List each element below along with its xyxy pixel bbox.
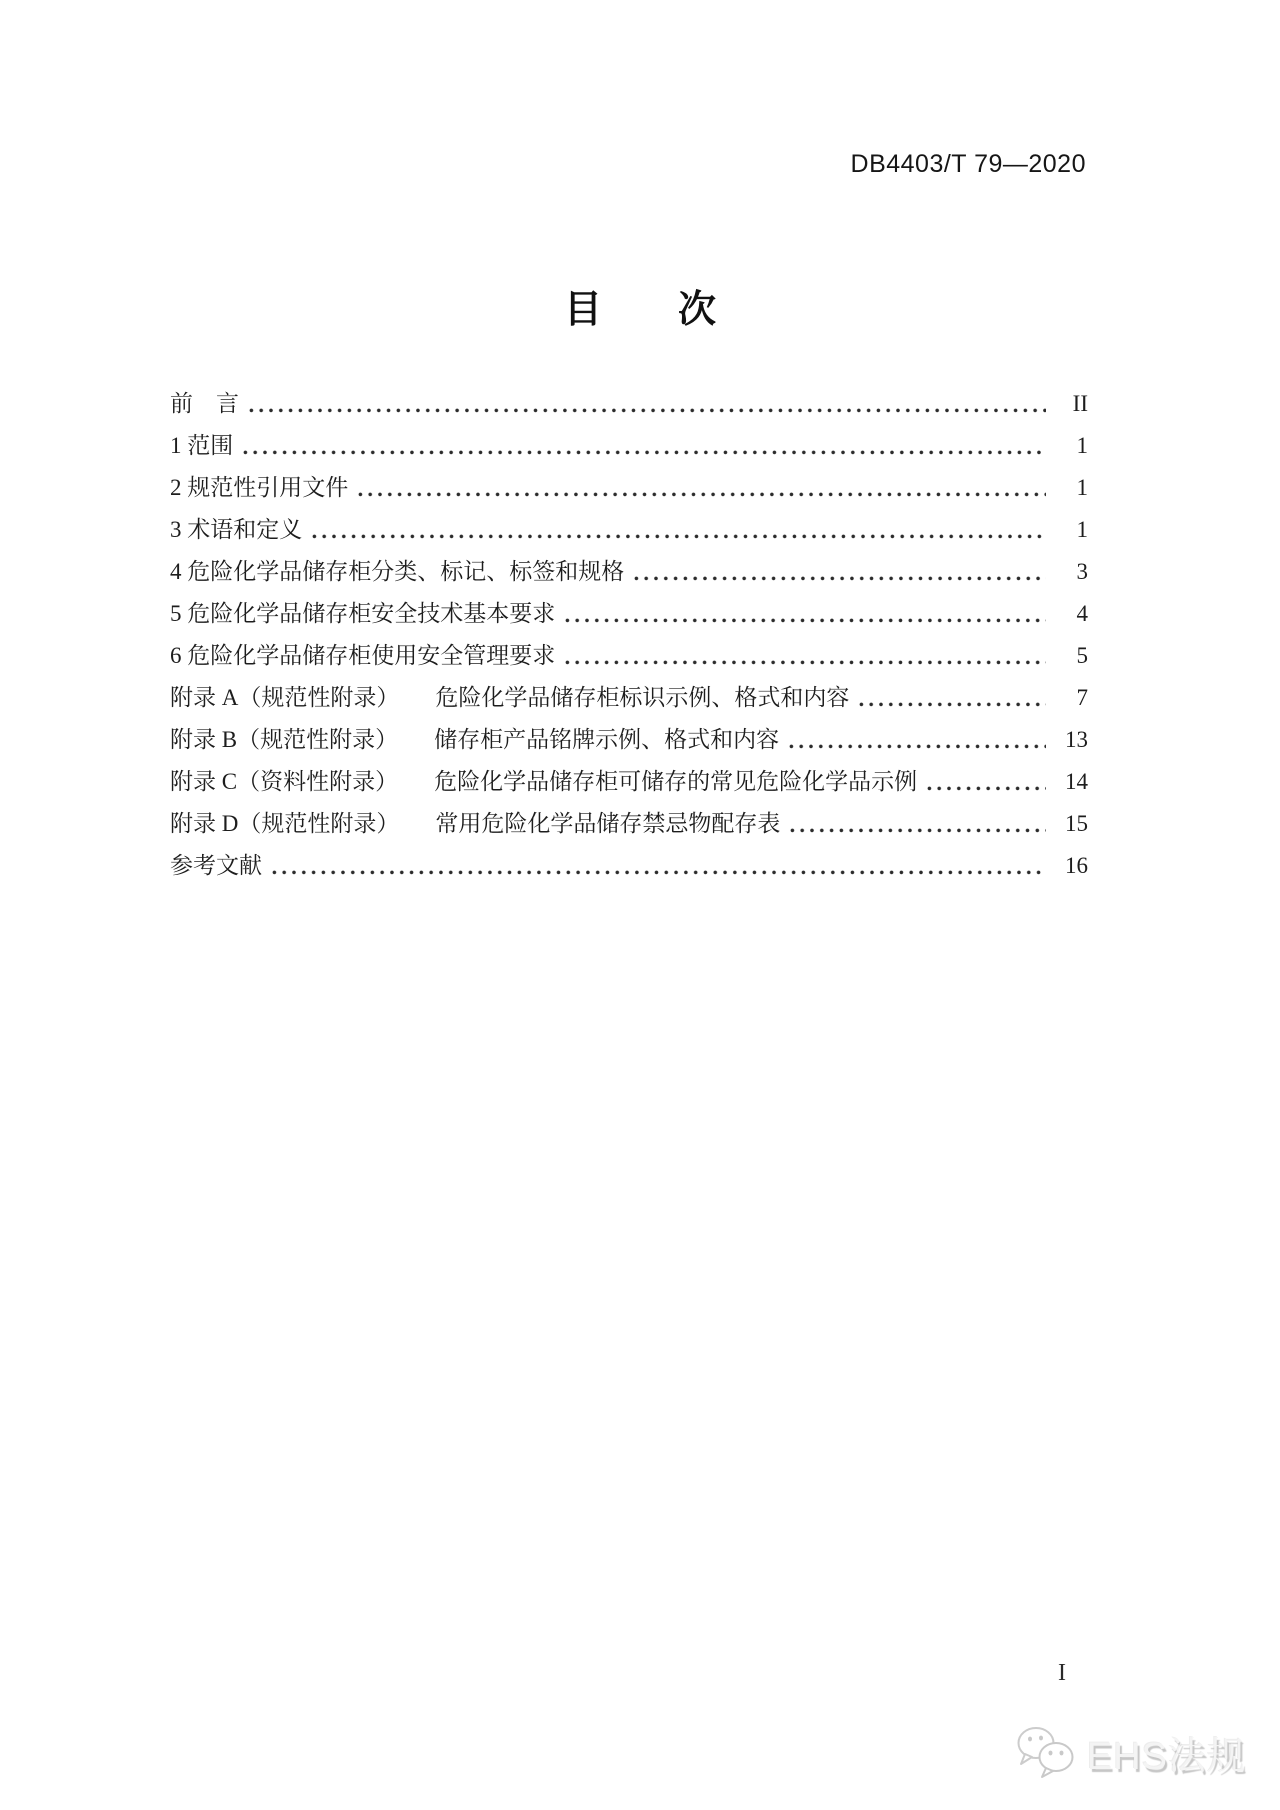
toc-entry-page: 13 <box>1065 726 1088 752</box>
toc-entry-label: 附录 A（规范性附录） <box>170 684 400 710</box>
standard-code-header: DB4403/T 79—2020 <box>850 150 1086 178</box>
toc-dotted-leader <box>249 408 1046 413</box>
toc-entry-page: 1 <box>1076 516 1088 542</box>
toc-entry-page: 1 <box>1076 432 1088 458</box>
footer-page-number: I <box>1058 1660 1066 1686</box>
wechat-speech-bubbles-icon <box>1015 1724 1077 1780</box>
toc-dotted-leader <box>312 534 1046 539</box>
toc-dotted-leader <box>565 660 1046 665</box>
toc-entry-label: 3 术语和定义 <box>170 516 303 542</box>
toc-entry-label: 5 危险化学品储存柜安全技术基本要求 <box>170 600 556 626</box>
toc-dotted-leader <box>243 450 1046 455</box>
toc-dotted-leader <box>790 828 1046 833</box>
brand-watermark <box>1015 1724 1246 1780</box>
toc-entry-page: 7 <box>1076 684 1088 710</box>
toc-entry-annex-title: 储存柜产品铭牌示例、格式和内容 <box>434 726 780 752</box>
toc-entry-annex-title: 危险化学品储存柜标识示例、格式和内容 <box>435 684 850 710</box>
page-title: 目 次 <box>563 289 716 331</box>
toc-list <box>170 381 1088 885</box>
toc-dotted-leader <box>272 870 1046 875</box>
toc-entry-page: 5 <box>1076 642 1088 668</box>
toc-entry-page: 14 <box>1065 768 1088 794</box>
toc-entry <box>170 759 1088 801</box>
toc-dotted-leader <box>927 786 1046 791</box>
toc-entry-annex-title: 常用危险化学品储存禁忌物配存表 <box>435 810 781 836</box>
toc-entry-page: 3 <box>1076 558 1088 584</box>
toc-entry-label: 2 规范性引用文件 <box>170 474 349 500</box>
toc-entry-label: 4 危险化学品储存柜分类、标记、标签和规格 <box>170 558 625 584</box>
toc-dotted-leader <box>789 744 1046 749</box>
toc-entry-page: 16 <box>1065 852 1088 878</box>
toc-dotted-leader <box>565 618 1046 623</box>
toc-entry <box>170 465 1088 507</box>
toc-entry <box>170 381 1088 423</box>
toc-entry-label: 前 言 <box>170 390 239 416</box>
brand-logo-text: EHS法规 <box>1086 1735 1246 1778</box>
toc-entry-label: 附录 C（资料性附录） <box>170 768 399 794</box>
toc-entry-label: 1 范围 <box>170 432 234 458</box>
toc-entry <box>170 675 1088 717</box>
toc-entry-page: II <box>1072 390 1088 416</box>
toc-entry <box>170 549 1088 591</box>
toc-entry <box>170 801 1088 843</box>
toc-entry-page: 4 <box>1076 600 1088 626</box>
toc-entry-annex-title: 危险化学品储存柜可储存的常见危险化学品示例 <box>434 768 918 794</box>
toc-entry <box>170 843 1088 885</box>
toc-dotted-leader <box>634 576 1046 581</box>
toc-entry-page: 15 <box>1065 810 1088 836</box>
toc-entry <box>170 507 1088 549</box>
toc-dotted-leader <box>859 702 1046 707</box>
toc-entry-label: 附录 B（规范性附录） <box>170 726 399 752</box>
toc-entry <box>170 591 1088 633</box>
toc-entry-label: 参考文献 <box>170 852 262 878</box>
toc-entry <box>170 633 1088 675</box>
toc-entry <box>170 717 1088 759</box>
toc-entry-label: 附录 D（规范性附录） <box>170 810 400 836</box>
toc-entry-page: 1 <box>1076 474 1088 500</box>
toc-entry-label: 6 危险化学品储存柜使用安全管理要求 <box>170 642 556 668</box>
toc-dotted-leader <box>358 492 1046 497</box>
toc-entry <box>170 423 1088 465</box>
